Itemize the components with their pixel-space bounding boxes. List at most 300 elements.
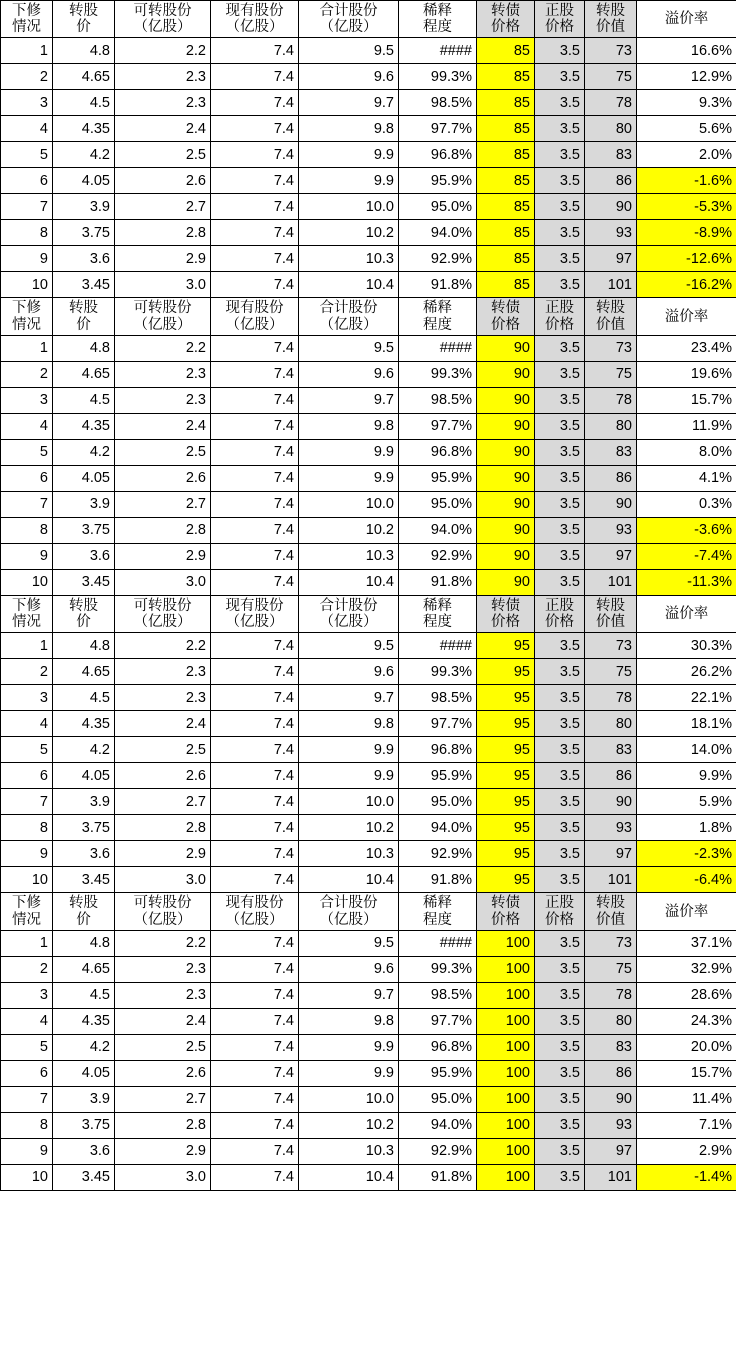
- cell-bond_price[interactable]: 95: [477, 633, 535, 659]
- cell-case[interactable]: 5: [1, 142, 53, 168]
- cell-bond_price[interactable]: 95: [477, 711, 535, 737]
- cell-total_shares[interactable]: 10.3: [299, 1138, 399, 1164]
- cell-convertible_shares[interactable]: 2.2: [115, 633, 211, 659]
- cell-conv_value[interactable]: 78: [585, 387, 637, 413]
- cell-case[interactable]: 1: [1, 38, 53, 64]
- cell-convertible_shares[interactable]: 2.7: [115, 194, 211, 220]
- cell-case[interactable]: 4: [1, 711, 53, 737]
- cell-total_shares[interactable]: 9.9: [299, 142, 399, 168]
- cell-case[interactable]: 3: [1, 982, 53, 1008]
- cell-bond_price[interactable]: 90: [477, 517, 535, 543]
- cell-dilution[interactable]: 95.0%: [399, 1086, 477, 1112]
- cell-conv_value[interactable]: 75: [585, 659, 637, 685]
- cell-stock_price[interactable]: 3.5: [535, 142, 585, 168]
- cell-convertible_shares[interactable]: 2.6: [115, 465, 211, 491]
- cell-bond_price[interactable]: 95: [477, 659, 535, 685]
- cell-conv_value[interactable]: 93: [585, 815, 637, 841]
- cell-bond_price[interactable]: 90: [477, 569, 535, 595]
- cell-dilution[interactable]: 96.8%: [399, 737, 477, 763]
- cell-dilution[interactable]: 95.9%: [399, 465, 477, 491]
- cell-bond_price[interactable]: 100: [477, 1060, 535, 1086]
- cell-bond_price[interactable]: 90: [477, 543, 535, 569]
- cell-dilution[interactable]: 98.5%: [399, 982, 477, 1008]
- cell-conv_value[interactable]: 73: [585, 633, 637, 659]
- cell-conv_value[interactable]: 90: [585, 194, 637, 220]
- cell-case[interactable]: 2: [1, 659, 53, 685]
- cell-conv_price[interactable]: 4.05: [53, 1060, 115, 1086]
- cell-convertible_shares[interactable]: 2.2: [115, 930, 211, 956]
- cell-dilution[interactable]: 97.7%: [399, 413, 477, 439]
- cell-stock_price[interactable]: 3.5: [535, 930, 585, 956]
- cell-existing_shares[interactable]: 7.4: [211, 38, 299, 64]
- cell-stock_price[interactable]: 3.5: [535, 763, 585, 789]
- cell-stock_price[interactable]: 3.5: [535, 220, 585, 246]
- cell-total_shares[interactable]: 10.0: [299, 491, 399, 517]
- cell-existing_shares[interactable]: 7.4: [211, 789, 299, 815]
- cell-bond_price[interactable]: 95: [477, 867, 535, 893]
- cell-bond_price[interactable]: 95: [477, 763, 535, 789]
- cell-total_shares[interactable]: 10.2: [299, 815, 399, 841]
- cell-convertible_shares[interactable]: 2.2: [115, 38, 211, 64]
- cell-total_shares[interactable]: 9.5: [299, 930, 399, 956]
- cell-premium_rate[interactable]: -1.4%: [637, 1164, 736, 1190]
- cell-stock_price[interactable]: 3.5: [535, 439, 585, 465]
- cell-existing_shares[interactable]: 7.4: [211, 569, 299, 595]
- cell-conv_price[interactable]: 4.5: [53, 90, 115, 116]
- cell-conv_value[interactable]: 75: [585, 956, 637, 982]
- cell-existing_shares[interactable]: 7.4: [211, 272, 299, 298]
- cell-case[interactable]: 1: [1, 335, 53, 361]
- cell-total_shares[interactable]: 9.9: [299, 763, 399, 789]
- cell-case[interactable]: 9: [1, 1138, 53, 1164]
- cell-existing_shares[interactable]: 7.4: [211, 633, 299, 659]
- cell-conv_value[interactable]: 97: [585, 841, 637, 867]
- cell-bond_price[interactable]: 100: [477, 1034, 535, 1060]
- cell-stock_price[interactable]: 3.5: [535, 64, 585, 90]
- cell-conv_price[interactable]: 4.8: [53, 335, 115, 361]
- cell-case[interactable]: 5: [1, 737, 53, 763]
- cell-conv_value[interactable]: 83: [585, 439, 637, 465]
- cell-conv_value[interactable]: 93: [585, 220, 637, 246]
- cell-premium_rate[interactable]: 14.0%: [637, 737, 736, 763]
- cell-bond_price[interactable]: 100: [477, 1086, 535, 1112]
- cell-premium_rate[interactable]: 28.6%: [637, 982, 736, 1008]
- cell-convertible_shares[interactable]: 2.9: [115, 841, 211, 867]
- cell-existing_shares[interactable]: 7.4: [211, 1112, 299, 1138]
- cell-conv_price[interactable]: 4.5: [53, 387, 115, 413]
- cell-stock_price[interactable]: 3.5: [535, 1034, 585, 1060]
- cell-premium_rate[interactable]: 26.2%: [637, 659, 736, 685]
- cell-conv_value[interactable]: 78: [585, 982, 637, 1008]
- cell-case[interactable]: 10: [1, 272, 53, 298]
- cell-stock_price[interactable]: 3.5: [535, 789, 585, 815]
- cell-case[interactable]: 7: [1, 789, 53, 815]
- cell-existing_shares[interactable]: 7.4: [211, 168, 299, 194]
- cell-conv_value[interactable]: 73: [585, 38, 637, 64]
- cell-convertible_shares[interactable]: 2.3: [115, 387, 211, 413]
- cell-dilution[interactable]: ####: [399, 930, 477, 956]
- cell-existing_shares[interactable]: 7.4: [211, 116, 299, 142]
- cell-bond_price[interactable]: 85: [477, 116, 535, 142]
- cell-existing_shares[interactable]: 7.4: [211, 413, 299, 439]
- cell-convertible_shares[interactable]: 2.3: [115, 956, 211, 982]
- cell-dilution[interactable]: 94.0%: [399, 815, 477, 841]
- cell-total_shares[interactable]: 9.9: [299, 439, 399, 465]
- cell-bond_price[interactable]: 90: [477, 439, 535, 465]
- cell-premium_rate[interactable]: 37.1%: [637, 930, 736, 956]
- cell-existing_shares[interactable]: 7.4: [211, 711, 299, 737]
- cell-dilution[interactable]: 96.8%: [399, 1034, 477, 1060]
- cell-stock_price[interactable]: 3.5: [535, 194, 585, 220]
- cell-total_shares[interactable]: 9.6: [299, 361, 399, 387]
- cell-conv_price[interactable]: 4.65: [53, 361, 115, 387]
- cell-conv_value[interactable]: 97: [585, 543, 637, 569]
- cell-premium_rate[interactable]: 19.6%: [637, 361, 736, 387]
- cell-premium_rate[interactable]: -3.6%: [637, 517, 736, 543]
- cell-dilution[interactable]: 99.3%: [399, 361, 477, 387]
- cell-conv_value[interactable]: 93: [585, 1112, 637, 1138]
- cell-stock_price[interactable]: 3.5: [535, 413, 585, 439]
- cell-case[interactable]: 8: [1, 517, 53, 543]
- cell-conv_price[interactable]: 3.9: [53, 194, 115, 220]
- cell-dilution[interactable]: 98.5%: [399, 90, 477, 116]
- cell-conv_value[interactable]: 90: [585, 789, 637, 815]
- cell-premium_rate[interactable]: 15.7%: [637, 1060, 736, 1086]
- cell-case[interactable]: 1: [1, 633, 53, 659]
- cell-convertible_shares[interactable]: 2.6: [115, 763, 211, 789]
- cell-case[interactable]: 7: [1, 194, 53, 220]
- cell-dilution[interactable]: ####: [399, 335, 477, 361]
- cell-stock_price[interactable]: 3.5: [535, 335, 585, 361]
- cell-conv_price[interactable]: 4.8: [53, 930, 115, 956]
- cell-case[interactable]: 4: [1, 116, 53, 142]
- cell-conv_value[interactable]: 90: [585, 1086, 637, 1112]
- cell-existing_shares[interactable]: 7.4: [211, 439, 299, 465]
- cell-convertible_shares[interactable]: 2.9: [115, 246, 211, 272]
- cell-conv_value[interactable]: 86: [585, 168, 637, 194]
- cell-stock_price[interactable]: 3.5: [535, 491, 585, 517]
- cell-conv_price[interactable]: 4.5: [53, 685, 115, 711]
- cell-total_shares[interactable]: 10.2: [299, 1112, 399, 1138]
- cell-conv_value[interactable]: 78: [585, 90, 637, 116]
- cell-bond_price[interactable]: 95: [477, 685, 535, 711]
- cell-existing_shares[interactable]: 7.4: [211, 387, 299, 413]
- cell-total_shares[interactable]: 9.9: [299, 1060, 399, 1086]
- cell-conv_value[interactable]: 101: [585, 867, 637, 893]
- cell-convertible_shares[interactable]: 3.0: [115, 867, 211, 893]
- cell-convertible_shares[interactable]: 2.3: [115, 90, 211, 116]
- cell-existing_shares[interactable]: 7.4: [211, 815, 299, 841]
- cell-convertible_shares[interactable]: 2.5: [115, 737, 211, 763]
- cell-premium_rate[interactable]: 2.0%: [637, 142, 736, 168]
- cell-total_shares[interactable]: 9.7: [299, 685, 399, 711]
- cell-dilution[interactable]: ####: [399, 38, 477, 64]
- cell-case[interactable]: 5: [1, 439, 53, 465]
- cell-conv_price[interactable]: 4.5: [53, 982, 115, 1008]
- cell-total_shares[interactable]: 9.8: [299, 711, 399, 737]
- cell-premium_rate[interactable]: -8.9%: [637, 220, 736, 246]
- cell-bond_price[interactable]: 90: [477, 465, 535, 491]
- cell-existing_shares[interactable]: 7.4: [211, 763, 299, 789]
- cell-stock_price[interactable]: 3.5: [535, 116, 585, 142]
- cell-dilution[interactable]: 95.9%: [399, 763, 477, 789]
- cell-existing_shares[interactable]: 7.4: [211, 220, 299, 246]
- cell-existing_shares[interactable]: 7.4: [211, 1060, 299, 1086]
- cell-conv_value[interactable]: 101: [585, 1164, 637, 1190]
- cell-bond_price[interactable]: 90: [477, 335, 535, 361]
- cell-conv_price[interactable]: 3.45: [53, 569, 115, 595]
- cell-case[interactable]: 7: [1, 491, 53, 517]
- cell-conv_value[interactable]: 97: [585, 246, 637, 272]
- cell-case[interactable]: 10: [1, 1164, 53, 1190]
- cell-conv_price[interactable]: 3.6: [53, 841, 115, 867]
- cell-premium_rate[interactable]: 7.1%: [637, 1112, 736, 1138]
- cell-conv_value[interactable]: 78: [585, 685, 637, 711]
- cell-convertible_shares[interactable]: 2.8: [115, 1112, 211, 1138]
- cell-conv_price[interactable]: 3.9: [53, 491, 115, 517]
- cell-existing_shares[interactable]: 7.4: [211, 517, 299, 543]
- cell-dilution[interactable]: 91.8%: [399, 272, 477, 298]
- cell-conv_value[interactable]: 80: [585, 116, 637, 142]
- cell-convertible_shares[interactable]: 2.4: [115, 413, 211, 439]
- cell-premium_rate[interactable]: -6.4%: [637, 867, 736, 893]
- cell-case[interactable]: 9: [1, 841, 53, 867]
- cell-total_shares[interactable]: 9.8: [299, 1008, 399, 1034]
- cell-existing_shares[interactable]: 7.4: [211, 685, 299, 711]
- cell-existing_shares[interactable]: 7.4: [211, 1034, 299, 1060]
- cell-conv_price[interactable]: 4.35: [53, 711, 115, 737]
- cell-stock_price[interactable]: 3.5: [535, 711, 585, 737]
- cell-bond_price[interactable]: 95: [477, 789, 535, 815]
- cell-stock_price[interactable]: 3.5: [535, 867, 585, 893]
- cell-convertible_shares[interactable]: 2.9: [115, 1138, 211, 1164]
- cell-premium_rate[interactable]: 8.0%: [637, 439, 736, 465]
- cell-stock_price[interactable]: 3.5: [535, 465, 585, 491]
- cell-stock_price[interactable]: 3.5: [535, 956, 585, 982]
- cell-convertible_shares[interactable]: 2.3: [115, 64, 211, 90]
- cell-existing_shares[interactable]: 7.4: [211, 737, 299, 763]
- cell-total_shares[interactable]: 9.7: [299, 387, 399, 413]
- cell-case[interactable]: 10: [1, 867, 53, 893]
- cell-dilution[interactable]: 95.0%: [399, 194, 477, 220]
- cell-conv_price[interactable]: 3.75: [53, 220, 115, 246]
- cell-conv_price[interactable]: 4.65: [53, 659, 115, 685]
- cell-stock_price[interactable]: 3.5: [535, 569, 585, 595]
- cell-conv_value[interactable]: 80: [585, 711, 637, 737]
- cell-premium_rate[interactable]: 2.9%: [637, 1138, 736, 1164]
- cell-bond_price[interactable]: 85: [477, 272, 535, 298]
- cell-conv_price[interactable]: 4.35: [53, 116, 115, 142]
- cell-bond_price[interactable]: 85: [477, 246, 535, 272]
- cell-total_shares[interactable]: 9.9: [299, 465, 399, 491]
- cell-stock_price[interactable]: 3.5: [535, 1060, 585, 1086]
- cell-conv_price[interactable]: 3.9: [53, 1086, 115, 1112]
- cell-case[interactable]: 1: [1, 930, 53, 956]
- cell-bond_price[interactable]: 85: [477, 38, 535, 64]
- cell-conv_value[interactable]: 93: [585, 517, 637, 543]
- cell-conv_price[interactable]: 3.6: [53, 543, 115, 569]
- cell-existing_shares[interactable]: 7.4: [211, 1164, 299, 1190]
- cell-dilution[interactable]: 91.8%: [399, 1164, 477, 1190]
- cell-case[interactable]: 2: [1, 64, 53, 90]
- cell-existing_shares[interactable]: 7.4: [211, 194, 299, 220]
- cell-convertible_shares[interactable]: 2.7: [115, 491, 211, 517]
- cell-existing_shares[interactable]: 7.4: [211, 867, 299, 893]
- cell-conv_price[interactable]: 4.65: [53, 64, 115, 90]
- cell-convertible_shares[interactable]: 2.4: [115, 1008, 211, 1034]
- cell-conv_price[interactable]: 4.2: [53, 439, 115, 465]
- cell-total_shares[interactable]: 9.7: [299, 982, 399, 1008]
- cell-bond_price[interactable]: 100: [477, 1008, 535, 1034]
- cell-premium_rate[interactable]: 11.4%: [637, 1086, 736, 1112]
- cell-conv_price[interactable]: 4.8: [53, 633, 115, 659]
- cell-conv_price[interactable]: 3.6: [53, 246, 115, 272]
- cell-total_shares[interactable]: 10.4: [299, 867, 399, 893]
- cell-premium_rate[interactable]: 30.3%: [637, 633, 736, 659]
- cell-bond_price[interactable]: 100: [477, 930, 535, 956]
- cell-existing_shares[interactable]: 7.4: [211, 246, 299, 272]
- cell-conv_price[interactable]: 4.8: [53, 38, 115, 64]
- cell-convertible_shares[interactable]: 2.3: [115, 982, 211, 1008]
- cell-dilution[interactable]: 94.0%: [399, 1112, 477, 1138]
- cell-case[interactable]: 8: [1, 220, 53, 246]
- cell-convertible_shares[interactable]: 2.8: [115, 815, 211, 841]
- cell-case[interactable]: 8: [1, 815, 53, 841]
- cell-total_shares[interactable]: 9.8: [299, 116, 399, 142]
- cell-total_shares[interactable]: 10.0: [299, 194, 399, 220]
- cell-dilution[interactable]: 92.9%: [399, 1138, 477, 1164]
- cell-existing_shares[interactable]: 7.4: [211, 956, 299, 982]
- cell-stock_price[interactable]: 3.5: [535, 1112, 585, 1138]
- cell-bond_price[interactable]: 100: [477, 1164, 535, 1190]
- cell-premium_rate[interactable]: 20.0%: [637, 1034, 736, 1060]
- cell-stock_price[interactable]: 3.5: [535, 1086, 585, 1112]
- cell-total_shares[interactable]: 10.3: [299, 543, 399, 569]
- cell-case[interactable]: 8: [1, 1112, 53, 1138]
- cell-premium_rate[interactable]: 24.3%: [637, 1008, 736, 1034]
- cell-conv_price[interactable]: 4.05: [53, 465, 115, 491]
- cell-conv_value[interactable]: 75: [585, 361, 637, 387]
- cell-convertible_shares[interactable]: 2.3: [115, 685, 211, 711]
- cell-case[interactable]: 3: [1, 387, 53, 413]
- cell-existing_shares[interactable]: 7.4: [211, 361, 299, 387]
- cell-existing_shares[interactable]: 7.4: [211, 491, 299, 517]
- cell-existing_shares[interactable]: 7.4: [211, 64, 299, 90]
- cell-existing_shares[interactable]: 7.4: [211, 659, 299, 685]
- cell-premium_rate[interactable]: 9.3%: [637, 90, 736, 116]
- cell-conv_value[interactable]: 73: [585, 335, 637, 361]
- cell-total_shares[interactable]: 10.2: [299, 220, 399, 246]
- cell-total_shares[interactable]: 10.4: [299, 569, 399, 595]
- cell-bond_price[interactable]: 85: [477, 142, 535, 168]
- cell-case[interactable]: 9: [1, 543, 53, 569]
- cell-conv_price[interactable]: 3.75: [53, 1112, 115, 1138]
- cell-convertible_shares[interactable]: 2.7: [115, 789, 211, 815]
- cell-dilution[interactable]: 95.9%: [399, 168, 477, 194]
- cell-dilution[interactable]: 92.9%: [399, 841, 477, 867]
- cell-stock_price[interactable]: 3.5: [535, 1008, 585, 1034]
- cell-convertible_shares[interactable]: 2.3: [115, 361, 211, 387]
- cell-conv_value[interactable]: 75: [585, 64, 637, 90]
- cell-conv_price[interactable]: 4.2: [53, 142, 115, 168]
- cell-stock_price[interactable]: 3.5: [535, 1138, 585, 1164]
- cell-convertible_shares[interactable]: 3.0: [115, 1164, 211, 1190]
- cell-case[interactable]: 6: [1, 1060, 53, 1086]
- cell-convertible_shares[interactable]: 2.3: [115, 659, 211, 685]
- cell-existing_shares[interactable]: 7.4: [211, 335, 299, 361]
- cell-case[interactable]: 3: [1, 685, 53, 711]
- cell-convertible_shares[interactable]: 2.5: [115, 1034, 211, 1060]
- cell-stock_price[interactable]: 3.5: [535, 815, 585, 841]
- cell-conv_value[interactable]: 83: [585, 142, 637, 168]
- cell-bond_price[interactable]: 90: [477, 491, 535, 517]
- cell-dilution[interactable]: 95.0%: [399, 491, 477, 517]
- cell-total_shares[interactable]: 9.9: [299, 1034, 399, 1060]
- cell-convertible_shares[interactable]: 2.6: [115, 1060, 211, 1086]
- cell-case[interactable]: 2: [1, 956, 53, 982]
- cell-premium_rate[interactable]: -12.6%: [637, 246, 736, 272]
- cell-dilution[interactable]: 97.7%: [399, 1008, 477, 1034]
- cell-premium_rate[interactable]: 32.9%: [637, 956, 736, 982]
- cell-existing_shares[interactable]: 7.4: [211, 982, 299, 1008]
- cell-conv_price[interactable]: 3.75: [53, 517, 115, 543]
- cell-stock_price[interactable]: 3.5: [535, 517, 585, 543]
- cell-dilution[interactable]: 95.0%: [399, 789, 477, 815]
- cell-total_shares[interactable]: 9.6: [299, 956, 399, 982]
- cell-bond_price[interactable]: 85: [477, 168, 535, 194]
- cell-total_shares[interactable]: 9.5: [299, 633, 399, 659]
- cell-dilution[interactable]: 97.7%: [399, 116, 477, 142]
- cell-total_shares[interactable]: 10.3: [299, 841, 399, 867]
- cell-dilution[interactable]: 91.8%: [399, 569, 477, 595]
- cell-conv_price[interactable]: 3.45: [53, 867, 115, 893]
- cell-total_shares[interactable]: 10.0: [299, 1086, 399, 1112]
- cell-conv_value[interactable]: 86: [585, 763, 637, 789]
- cell-conv_value[interactable]: 73: [585, 930, 637, 956]
- cell-total_shares[interactable]: 9.8: [299, 413, 399, 439]
- cell-stock_price[interactable]: 3.5: [535, 168, 585, 194]
- cell-premium_rate[interactable]: -11.3%: [637, 569, 736, 595]
- cell-convertible_shares[interactable]: 2.8: [115, 220, 211, 246]
- cell-dilution[interactable]: 99.3%: [399, 64, 477, 90]
- cell-premium_rate[interactable]: 4.1%: [637, 465, 736, 491]
- cell-premium_rate[interactable]: -7.4%: [637, 543, 736, 569]
- cell-conv_value[interactable]: 86: [585, 1060, 637, 1086]
- cell-stock_price[interactable]: 3.5: [535, 361, 585, 387]
- cell-dilution[interactable]: ####: [399, 633, 477, 659]
- cell-case[interactable]: 9: [1, 246, 53, 272]
- cell-conv_price[interactable]: 4.35: [53, 1008, 115, 1034]
- cell-convertible_shares[interactable]: 2.5: [115, 142, 211, 168]
- cell-existing_shares[interactable]: 7.4: [211, 543, 299, 569]
- cell-dilution[interactable]: 97.7%: [399, 711, 477, 737]
- cell-dilution[interactable]: 92.9%: [399, 543, 477, 569]
- cell-bond_price[interactable]: 85: [477, 64, 535, 90]
- cell-conv_price[interactable]: 4.35: [53, 413, 115, 439]
- cell-existing_shares[interactable]: 7.4: [211, 465, 299, 491]
- cell-bond_price[interactable]: 100: [477, 982, 535, 1008]
- cell-stock_price[interactable]: 3.5: [535, 387, 585, 413]
- cell-dilution[interactable]: 94.0%: [399, 220, 477, 246]
- cell-existing_shares[interactable]: 7.4: [211, 1138, 299, 1164]
- cell-convertible_shares[interactable]: 3.0: [115, 569, 211, 595]
- cell-premium_rate[interactable]: 23.4%: [637, 335, 736, 361]
- cell-convertible_shares[interactable]: 2.4: [115, 711, 211, 737]
- cell-total_shares[interactable]: 9.5: [299, 38, 399, 64]
- cell-total_shares[interactable]: 9.7: [299, 90, 399, 116]
- cell-case[interactable]: 4: [1, 1008, 53, 1034]
- cell-stock_price[interactable]: 3.5: [535, 685, 585, 711]
